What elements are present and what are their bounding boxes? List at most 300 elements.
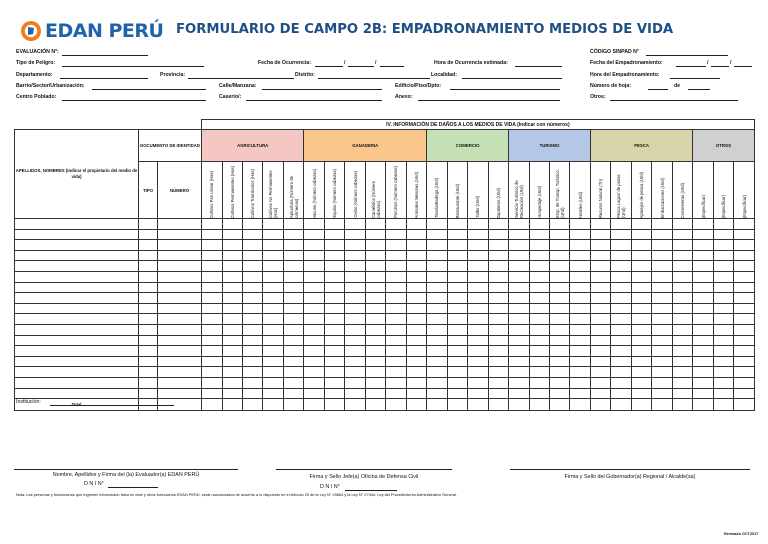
table-cell[interactable] — [386, 356, 406, 367]
table-cell[interactable] — [158, 240, 202, 251]
table-cell[interactable] — [550, 293, 570, 304]
table-cell[interactable] — [283, 367, 303, 378]
table-cell[interactable] — [447, 346, 467, 357]
table-cell[interactable] — [242, 356, 262, 367]
table-cell[interactable] — [345, 261, 365, 272]
table-cell[interactable] — [590, 377, 610, 388]
table-cell[interactable] — [222, 261, 242, 272]
table-cell[interactable] — [488, 388, 508, 399]
table-cell[interactable] — [713, 250, 733, 261]
table-cell[interactable] — [672, 282, 692, 293]
table-cell[interactable] — [324, 240, 344, 251]
table-cell[interactable] — [652, 271, 672, 282]
total-cell[interactable] — [652, 399, 672, 411]
table-cell[interactable] — [488, 250, 508, 261]
table-cell[interactable] — [631, 261, 651, 272]
table-cell[interactable] — [202, 303, 222, 314]
table-cell[interactable] — [202, 293, 222, 304]
table-cell[interactable] — [427, 219, 447, 230]
departamento-field[interactable] — [60, 72, 148, 79]
table-cell[interactable] — [222, 377, 242, 388]
table-cell[interactable] — [693, 271, 713, 282]
table-cell[interactable] — [427, 261, 447, 272]
table-cell[interactable] — [263, 293, 283, 304]
table-cell[interactable] — [611, 388, 631, 399]
table-cell[interactable] — [590, 293, 610, 304]
table-cell[interactable] — [611, 293, 631, 304]
table-cell[interactable] — [222, 335, 242, 346]
table-cell[interactable] — [570, 271, 590, 282]
fecha-empadronamiento-month[interactable] — [711, 60, 732, 67]
table-cell[interactable] — [222, 303, 242, 314]
table-cell[interactable] — [509, 335, 529, 346]
table-cell[interactable] — [447, 250, 467, 261]
table-cell[interactable] — [468, 335, 488, 346]
table-cell[interactable] — [693, 250, 713, 261]
table-cell[interactable] — [509, 250, 529, 261]
table-cell[interactable] — [406, 335, 426, 346]
table-cell[interactable] — [468, 324, 488, 335]
fecha-ocurrencia-year[interactable] — [380, 60, 404, 67]
table-cell[interactable] — [550, 367, 570, 378]
table-cell[interactable] — [202, 250, 222, 261]
table-cell[interactable] — [672, 219, 692, 230]
table-cell[interactable] — [570, 293, 590, 304]
total-cell[interactable] — [488, 399, 508, 411]
table-cell[interactable] — [324, 261, 344, 272]
table-cell[interactable] — [611, 314, 631, 325]
table-cell[interactable] — [15, 261, 139, 272]
table-cell[interactable] — [550, 377, 570, 388]
table-cell[interactable] — [713, 356, 733, 367]
table-cell[interactable] — [672, 346, 692, 357]
table-cell[interactable] — [550, 271, 570, 282]
hora-ocurrencia-field[interactable] — [515, 60, 562, 67]
table-cell[interactable] — [488, 271, 508, 282]
table-cell[interactable] — [447, 293, 467, 304]
table-cell[interactable] — [590, 314, 610, 325]
signature-line-gobernador[interactable] — [510, 469, 750, 470]
table-cell[interactable] — [202, 367, 222, 378]
total-cell[interactable] — [202, 399, 222, 411]
total-cell[interactable] — [713, 399, 733, 411]
table-cell[interactable] — [345, 271, 365, 282]
table-cell[interactable] — [283, 335, 303, 346]
total-cell[interactable] — [304, 399, 324, 411]
codigo-sinpad-field[interactable] — [646, 49, 728, 56]
caserio-field[interactable] — [246, 94, 382, 101]
table-cell[interactable] — [672, 388, 692, 399]
table-cell[interactable] — [427, 324, 447, 335]
table-cell[interactable] — [345, 303, 365, 314]
table-cell[interactable] — [158, 250, 202, 261]
table-cell[interactable] — [652, 324, 672, 335]
table-cell[interactable] — [427, 356, 447, 367]
table-cell[interactable] — [631, 293, 651, 304]
table-cell[interactable] — [631, 229, 651, 240]
table-cell[interactable] — [427, 314, 447, 325]
table-cell[interactable] — [734, 219, 755, 230]
table-cell[interactable] — [283, 261, 303, 272]
table-cell[interactable] — [468, 303, 488, 314]
table-cell[interactable] — [345, 324, 365, 335]
table-cell[interactable] — [734, 271, 755, 282]
table-cell[interactable] — [652, 314, 672, 325]
table-cell[interactable] — [202, 377, 222, 388]
table-cell[interactable] — [529, 388, 549, 399]
table-cell[interactable] — [158, 346, 202, 357]
table-cell[interactable] — [158, 271, 202, 282]
signature-line-evaluador[interactable] — [14, 469, 238, 470]
table-cell[interactable] — [406, 356, 426, 367]
table-cell[interactable] — [345, 219, 365, 230]
numero-hoja-field[interactable] — [648, 83, 668, 90]
table-cell[interactable] — [304, 324, 324, 335]
table-cell[interactable] — [283, 293, 303, 304]
table-cell[interactable] — [427, 250, 447, 261]
table-cell[interactable] — [202, 261, 222, 272]
table-cell[interactable] — [263, 303, 283, 314]
table-cell[interactable] — [570, 250, 590, 261]
table-cell[interactable] — [304, 282, 324, 293]
table-cell[interactable] — [283, 271, 303, 282]
calle-field[interactable] — [262, 83, 382, 90]
table-cell[interactable] — [590, 250, 610, 261]
table-cell[interactable] — [139, 303, 158, 314]
table-cell[interactable] — [222, 314, 242, 325]
table-cell[interactable] — [158, 261, 202, 272]
table-cell[interactable] — [263, 324, 283, 335]
table-cell[interactable] — [139, 346, 158, 357]
table-cell[interactable] — [570, 282, 590, 293]
table-cell[interactable] — [386, 303, 406, 314]
table-cell[interactable] — [590, 335, 610, 346]
table-cell[interactable] — [509, 303, 529, 314]
table-cell[interactable] — [488, 335, 508, 346]
centro-poblado-field[interactable] — [62, 94, 206, 101]
table-cell[interactable] — [283, 250, 303, 261]
table-cell[interactable] — [386, 324, 406, 335]
table-cell[interactable] — [529, 324, 549, 335]
table-cell[interactable] — [550, 303, 570, 314]
table-cell[interactable] — [386, 261, 406, 272]
table-cell[interactable] — [570, 261, 590, 272]
table-cell[interactable] — [304, 314, 324, 325]
evaluacion-field[interactable] — [62, 49, 148, 56]
table-cell[interactable] — [365, 377, 385, 388]
table-cell[interactable] — [139, 219, 158, 230]
edificio-field[interactable] — [450, 83, 560, 90]
distrito-field[interactable] — [318, 72, 430, 79]
table-cell[interactable] — [570, 219, 590, 230]
table-cell[interactable] — [427, 377, 447, 388]
table-cell[interactable] — [570, 229, 590, 240]
total-cell[interactable] — [509, 399, 529, 411]
table-cell[interactable] — [365, 314, 385, 325]
table-cell[interactable] — [304, 388, 324, 399]
table-cell[interactable] — [158, 377, 202, 388]
table-cell[interactable] — [283, 314, 303, 325]
table-cell[interactable] — [242, 293, 262, 304]
table-cell[interactable] — [304, 303, 324, 314]
table-cell[interactable] — [365, 240, 385, 251]
table-cell[interactable] — [468, 367, 488, 378]
table-cell[interactable] — [304, 229, 324, 240]
table-cell[interactable] — [734, 346, 755, 357]
table-cell[interactable] — [386, 367, 406, 378]
fecha-ocurrencia-month[interactable] — [348, 60, 377, 67]
table-cell[interactable] — [693, 219, 713, 230]
total-cell[interactable] — [447, 399, 467, 411]
table-cell[interactable] — [15, 293, 139, 304]
table-cell[interactable] — [263, 219, 283, 230]
table-cell[interactable] — [713, 282, 733, 293]
fecha-ocurrencia-day[interactable] — [315, 60, 346, 67]
table-cell[interactable] — [345, 250, 365, 261]
table-cell[interactable] — [427, 367, 447, 378]
table-cell[interactable] — [529, 282, 549, 293]
table-cell[interactable] — [447, 282, 467, 293]
table-cell[interactable] — [550, 335, 570, 346]
table-cell[interactable] — [283, 219, 303, 230]
table-cell[interactable] — [529, 219, 549, 230]
table-cell[interactable] — [365, 367, 385, 378]
table-cell[interactable] — [488, 303, 508, 314]
table-cell[interactable] — [263, 240, 283, 251]
table-cell[interactable] — [652, 282, 672, 293]
table-cell[interactable] — [652, 261, 672, 272]
table-cell[interactable] — [713, 229, 733, 240]
table-cell[interactable] — [529, 293, 549, 304]
total-cell[interactable] — [468, 399, 488, 411]
table-cell[interactable] — [672, 293, 692, 304]
table-cell[interactable] — [509, 229, 529, 240]
table-cell[interactable] — [15, 367, 139, 378]
table-cell[interactable] — [324, 324, 344, 335]
table-cell[interactable] — [529, 271, 549, 282]
table-cell[interactable] — [158, 324, 202, 335]
table-cell[interactable] — [406, 346, 426, 357]
table-cell[interactable] — [406, 377, 426, 388]
table-cell[interactable] — [529, 346, 549, 357]
table-cell[interactable] — [693, 293, 713, 304]
table-cell[interactable] — [611, 324, 631, 335]
table-cell[interactable] — [386, 346, 406, 357]
table-cell[interactable] — [242, 229, 262, 240]
table-cell[interactable] — [283, 229, 303, 240]
table-cell[interactable] — [242, 314, 262, 325]
table-cell[interactable] — [406, 324, 426, 335]
otros-field[interactable] — [610, 94, 738, 101]
total-cell[interactable] — [324, 399, 344, 411]
table-cell[interactable] — [365, 282, 385, 293]
table-cell[interactable] — [202, 346, 222, 357]
table-cell[interactable] — [631, 219, 651, 230]
table-cell[interactable] — [304, 271, 324, 282]
total-cell[interactable] — [406, 399, 426, 411]
table-cell[interactable] — [631, 377, 651, 388]
table-cell[interactable] — [324, 346, 344, 357]
table-cell[interactable] — [304, 250, 324, 261]
table-cell[interactable] — [15, 271, 139, 282]
table-cell[interactable] — [304, 240, 324, 251]
table-cell[interactable] — [631, 367, 651, 378]
table-cell[interactable] — [202, 335, 222, 346]
table-cell[interactable] — [570, 388, 590, 399]
table-cell[interactable] — [529, 367, 549, 378]
table-cell[interactable] — [345, 229, 365, 240]
table-cell[interactable] — [529, 250, 549, 261]
table-cell[interactable] — [324, 293, 344, 304]
table-cell[interactable] — [734, 314, 755, 325]
table-cell[interactable] — [447, 388, 467, 399]
table-cell[interactable] — [488, 229, 508, 240]
table-cell[interactable] — [263, 229, 283, 240]
table-cell[interactable] — [652, 346, 672, 357]
table-cell[interactable] — [386, 388, 406, 399]
table-cell[interactable] — [734, 250, 755, 261]
table-cell[interactable] — [242, 303, 262, 314]
table-cell[interactable] — [713, 219, 733, 230]
table-cell[interactable] — [222, 367, 242, 378]
table-cell[interactable] — [406, 271, 426, 282]
table-cell[interactable] — [693, 335, 713, 346]
anexo-field[interactable] — [418, 94, 560, 101]
table-cell[interactable] — [611, 377, 631, 388]
table-cell[interactable] — [652, 356, 672, 367]
table-cell[interactable] — [570, 314, 590, 325]
table-cell[interactable] — [15, 282, 139, 293]
table-cell[interactable] — [672, 303, 692, 314]
table-cell[interactable] — [139, 367, 158, 378]
table-cell[interactable] — [734, 335, 755, 346]
table-cell[interactable] — [672, 324, 692, 335]
table-cell[interactable] — [672, 367, 692, 378]
table-cell[interactable] — [283, 346, 303, 357]
table-cell[interactable] — [15, 219, 139, 230]
table-cell[interactable] — [713, 346, 733, 357]
table-cell[interactable] — [529, 356, 549, 367]
table-cell[interactable] — [468, 271, 488, 282]
table-cell[interactable] — [611, 219, 631, 230]
table-cell[interactable] — [158, 388, 202, 399]
table-cell[interactable] — [242, 377, 262, 388]
table-cell[interactable] — [488, 346, 508, 357]
table-cell[interactable] — [15, 388, 139, 399]
table-cell[interactable] — [242, 240, 262, 251]
table-cell[interactable] — [242, 335, 262, 346]
table-cell[interactable] — [447, 271, 467, 282]
table-cell[interactable] — [427, 282, 447, 293]
table-cell[interactable] — [488, 282, 508, 293]
table-cell[interactable] — [345, 356, 365, 367]
table-cell[interactable] — [693, 388, 713, 399]
table-cell[interactable] — [590, 282, 610, 293]
table-cell[interactable] — [468, 293, 488, 304]
table-cell[interactable] — [713, 388, 733, 399]
table-cell[interactable] — [139, 229, 158, 240]
table-cell[interactable] — [15, 324, 139, 335]
table-cell[interactable] — [242, 261, 262, 272]
table-cell[interactable] — [324, 250, 344, 261]
table-cell[interactable] — [242, 346, 262, 357]
table-cell[interactable] — [324, 219, 344, 230]
table-cell[interactable] — [734, 367, 755, 378]
table-cell[interactable] — [447, 240, 467, 251]
table-cell[interactable] — [570, 346, 590, 357]
table-cell[interactable] — [263, 346, 283, 357]
table-cell[interactable] — [324, 356, 344, 367]
table-cell[interactable] — [427, 271, 447, 282]
table-cell[interactable] — [242, 250, 262, 261]
table-cell[interactable] — [734, 240, 755, 251]
table-cell[interactable] — [304, 377, 324, 388]
table-cell[interactable] — [570, 367, 590, 378]
table-cell[interactable] — [283, 303, 303, 314]
table-cell[interactable] — [202, 282, 222, 293]
table-cell[interactable] — [263, 282, 283, 293]
table-cell[interactable] — [447, 324, 467, 335]
table-cell[interactable] — [488, 367, 508, 378]
table-cell[interactable] — [550, 356, 570, 367]
table-cell[interactable] — [509, 377, 529, 388]
table-cell[interactable] — [365, 356, 385, 367]
table-cell[interactable] — [488, 240, 508, 251]
table-cell[interactable] — [447, 314, 467, 325]
table-cell[interactable] — [734, 282, 755, 293]
table-cell[interactable] — [242, 367, 262, 378]
table-cell[interactable] — [734, 324, 755, 335]
table-cell[interactable] — [406, 219, 426, 230]
table-cell[interactable] — [365, 303, 385, 314]
table-cell[interactable] — [447, 261, 467, 272]
table-cell[interactable] — [713, 261, 733, 272]
table-cell[interactable] — [693, 367, 713, 378]
table-cell[interactable] — [304, 367, 324, 378]
table-cell[interactable] — [713, 324, 733, 335]
table-cell[interactable] — [488, 293, 508, 304]
table-cell[interactable] — [365, 219, 385, 230]
table-cell[interactable] — [365, 346, 385, 357]
table-cell[interactable] — [631, 303, 651, 314]
table-cell[interactable] — [345, 314, 365, 325]
table-cell[interactable] — [139, 335, 158, 346]
table-cell[interactable] — [365, 261, 385, 272]
table-cell[interactable] — [406, 261, 426, 272]
table-cell[interactable] — [202, 356, 222, 367]
table-cell[interactable] — [652, 303, 672, 314]
institucion-field[interactable] — [50, 399, 174, 406]
table-cell[interactable] — [652, 219, 672, 230]
table-cell[interactable] — [222, 219, 242, 230]
table-cell[interactable] — [158, 219, 202, 230]
table-cell[interactable] — [15, 335, 139, 346]
table-cell[interactable] — [386, 240, 406, 251]
table-cell[interactable] — [570, 335, 590, 346]
table-cell[interactable] — [652, 377, 672, 388]
table-cell[interactable] — [345, 240, 365, 251]
total-cell[interactable] — [570, 399, 590, 411]
table-cell[interactable] — [324, 271, 344, 282]
table-cell[interactable] — [324, 303, 344, 314]
table-cell[interactable] — [468, 346, 488, 357]
table-cell[interactable] — [672, 377, 692, 388]
table-cell[interactable] — [529, 314, 549, 325]
table-cell[interactable] — [652, 388, 672, 399]
table-cell[interactable] — [263, 335, 283, 346]
table-cell[interactable] — [550, 282, 570, 293]
table-cell[interactable] — [158, 229, 202, 240]
